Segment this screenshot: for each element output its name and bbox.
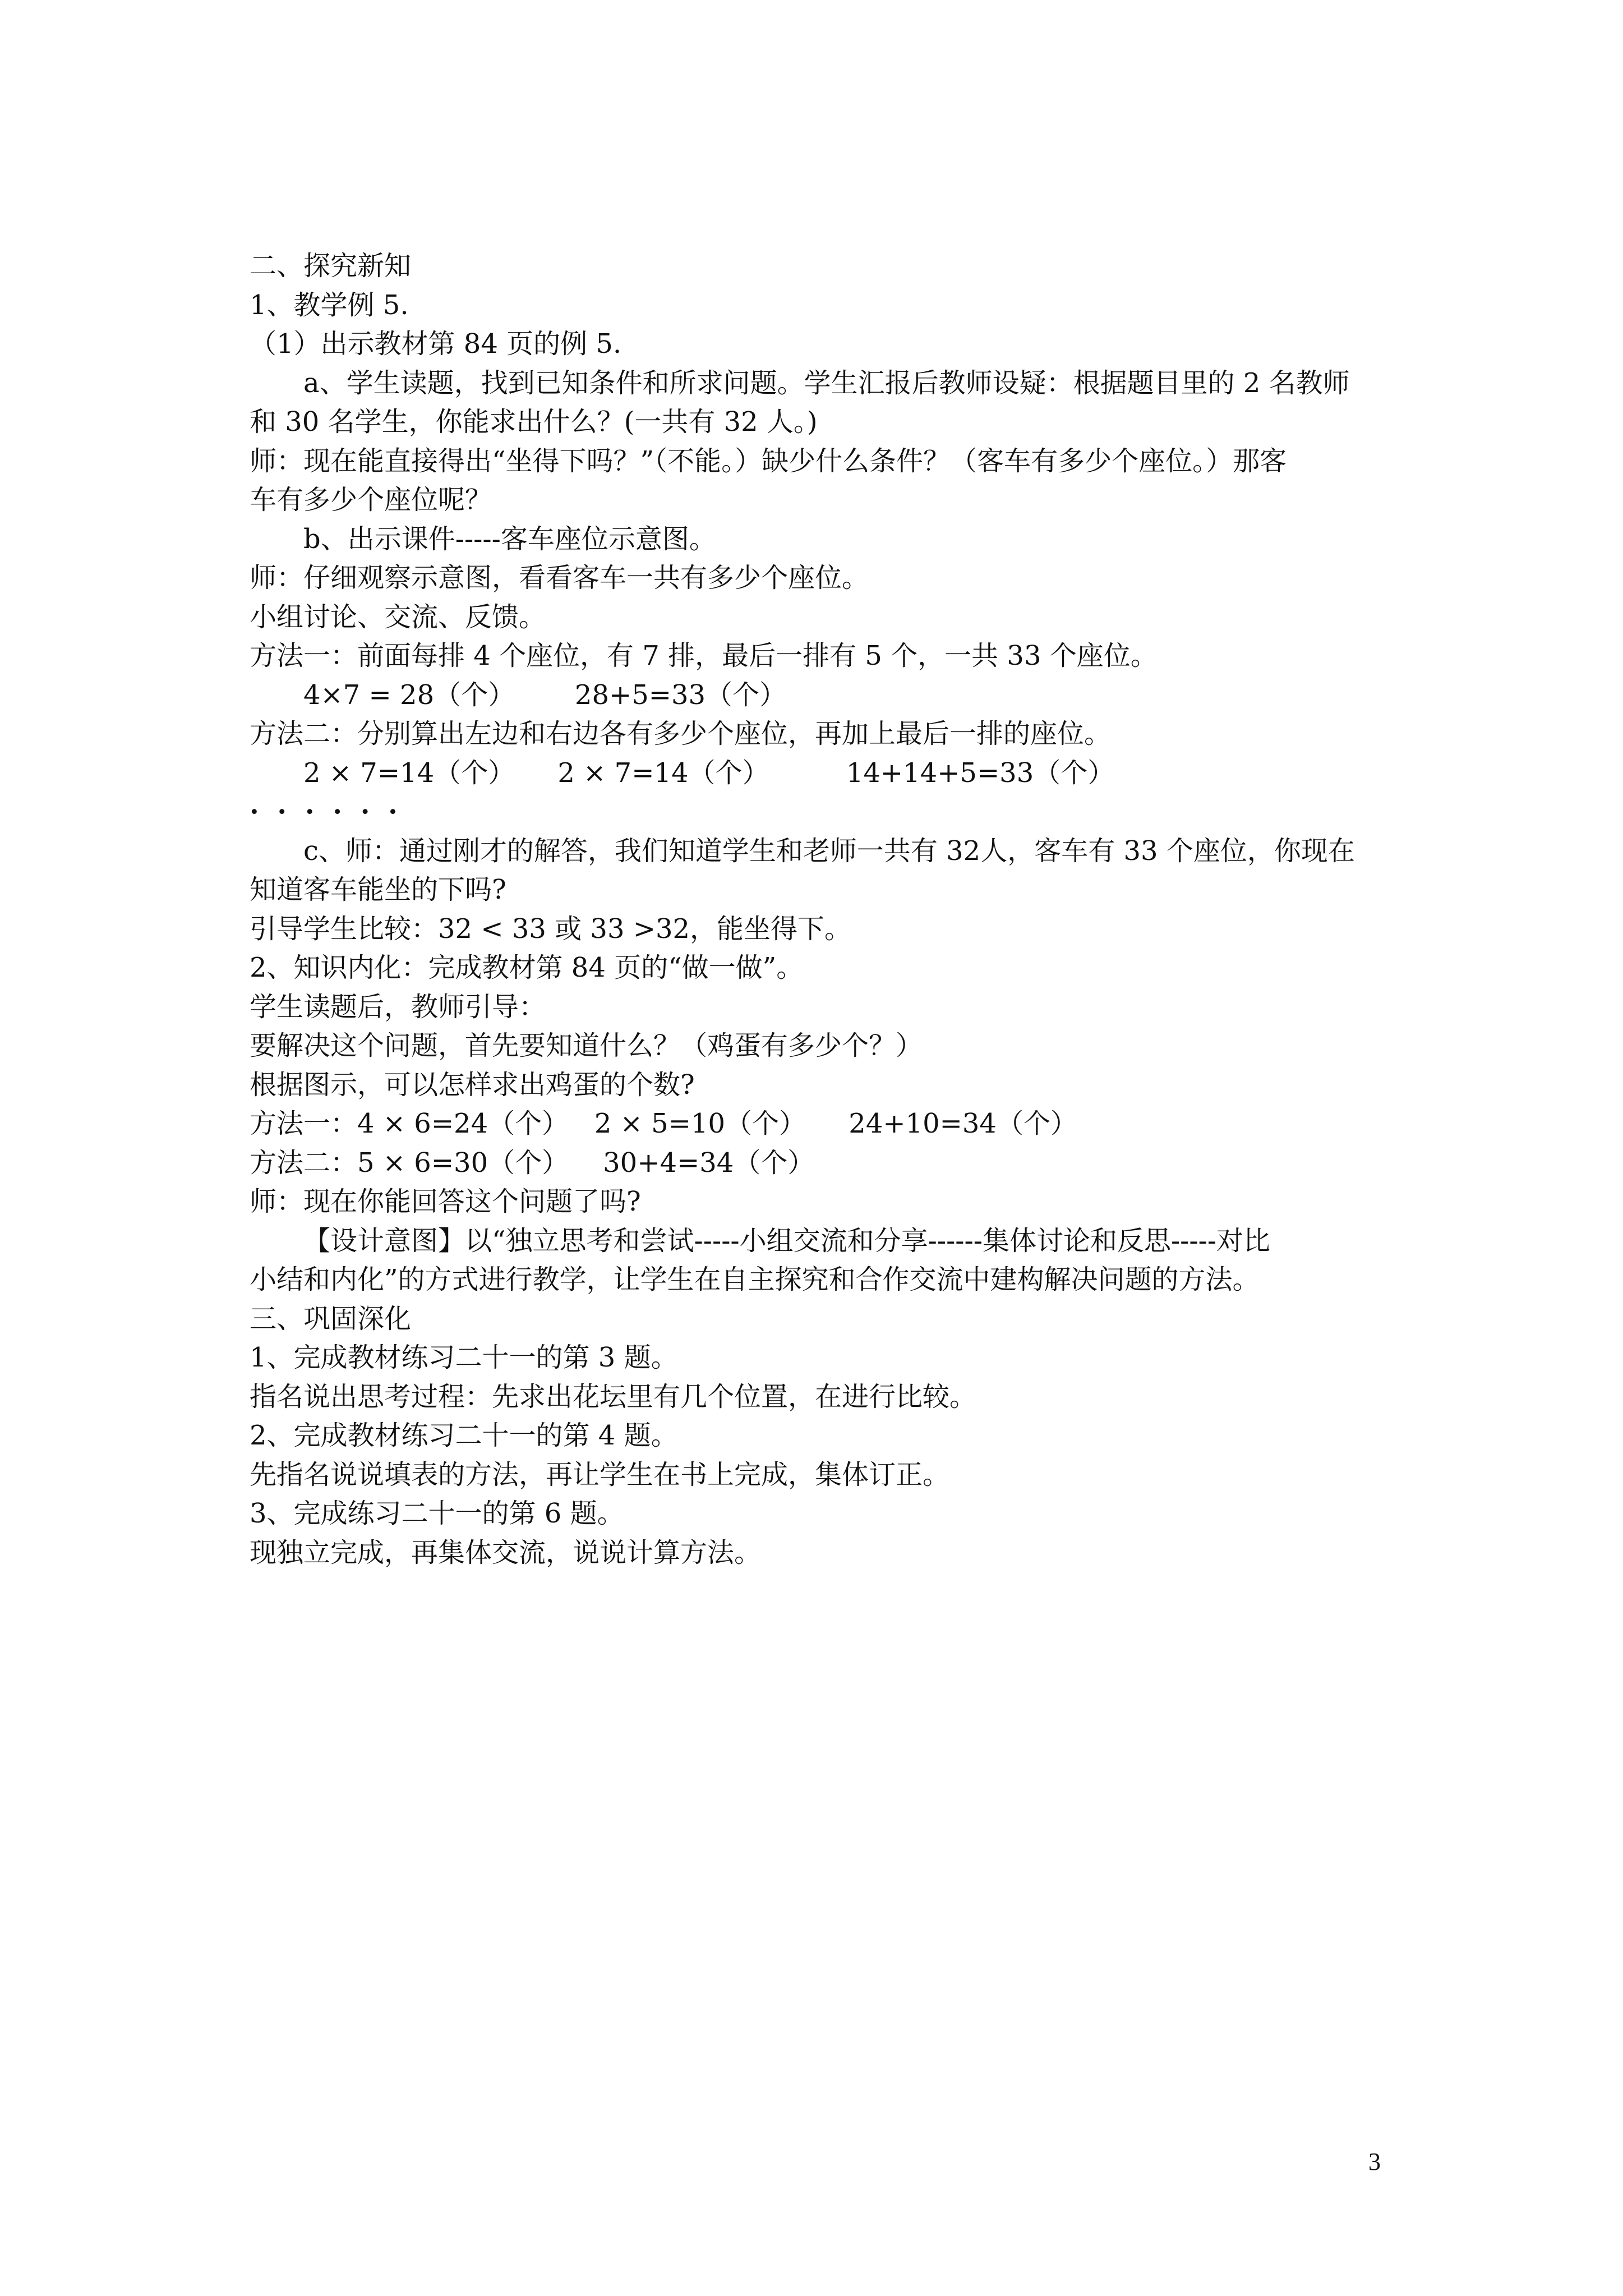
comparison-guide: 引导学生比较：32 < 33 或 33 >32，能坐得下。 [250, 913, 852, 945]
seat-method-2: 方法二：分别算出左边和右边各有多少个座位，再加上最后一排的座位。 [250, 718, 1112, 749]
teacher-question-line-1: 师：现在能直接得出“坐得下吗？”（不能。）缺少什么条件？（客车有多少个座位。）那客 [250, 445, 1287, 477]
teacher-observe: 师：仔细观察示意图，看看客车一共有多少个座位。 [250, 562, 869, 593]
exercise-1-note: 指名说出思考过程：先求出花坛里有几个位置，在进行比较。 [250, 1381, 977, 1412]
design-intent-line-1: 【设计意图】以“独立思考和尝试-----小组交流和分享------集体讨论和反思-----对比 [303, 1225, 1271, 1257]
exercise-3-note: 现独立完成，再集体交流，说说计算方法。 [250, 1536, 762, 1568]
diagram-question: 根据图示，可以怎样求出鸡蛋的个数? [250, 1069, 695, 1101]
design-intent-line-2: 小结和内化”的方式进行教学，让学生在自主探究和合作交流中建构解决问题的方法。 [250, 1264, 1260, 1295]
paragraph-c-line-1: c、师：通过刚才的解答，我们知道学生和老师一共有 32人，客车有 33 个座位，你现在 [303, 835, 1355, 867]
exercise-2: 2、完成教材练习二十一的第 4 题。 [250, 1420, 678, 1451]
after-reading-guide: 学生读题后，教师引导： [250, 991, 546, 1023]
item-teach-example: 1、教学例 5. [250, 289, 409, 321]
section-heading-consolidate: 三、巩固深化 [250, 1303, 412, 1335]
document-body [250, 247, 1394, 1572]
exercise-2-note: 先指名说说填表的方法，再让学生在书上完成，集体订正。 [250, 1458, 950, 1490]
need-to-know-question: 要解决这个问题，首先要知道什么？（鸡蛋有多少个？） [250, 1030, 923, 1061]
item-knowledge-internalize: 2、知识内化：完成教材第 84 页的“做一做”。 [250, 952, 804, 983]
step-show-example: （1）出示教材第 84 页的例 5. [250, 328, 622, 360]
exercise-3: 3、完成练习二十一的第 6 题。 [250, 1498, 624, 1529]
paragraph-a-line-1: a、学生读题，找到已知条件和所求问题。学生汇报后教师设疑：根据题目里的 2 名教师 [303, 367, 1350, 399]
paragraph-a-line-2: 和 30 名学生，你能求出什么？(一共有 32 人。) [250, 406, 818, 438]
seat-method-1: 方法一：前面每排 4 个座位，有 7 排，最后一排有 5 个，一共 33 个座位。 [250, 640, 1158, 671]
teacher-question-line-2: 车有多少个座位呢？ [250, 484, 492, 516]
exercise-1: 1、完成教材练习二十一的第 3 题。 [250, 1342, 678, 1373]
paragraph-c-line-2: 知道客车能坐的下吗? [250, 874, 506, 905]
group-discussion: 小组讨论、交流、反馈。 [250, 601, 546, 633]
seat-method-2-calculation: 2 × 7=14（个） 2 × 7=14（个） 14+14+5=33（个） [303, 757, 1115, 789]
egg-method-1: 方法一：4 × 6=24（个） 2 × 5=10（个） 24+10=34（个） [250, 1108, 1077, 1139]
seat-method-1-calculation: 4×7 = 28（个） 28+5=33（个） [303, 679, 787, 711]
page-number: 3 [1368, 2148, 1381, 2175]
teacher-answer-question: 师：现在你能回答这个问题了吗? [250, 1186, 641, 1217]
ellipsis-dots: · · · · · · [250, 796, 402, 827]
section-heading-explore: 二、探究新知 [250, 250, 412, 282]
egg-method-2: 方法二：5 × 6=30（个） 30+4=34（个） [250, 1147, 815, 1179]
paragraph-b: b、出示课件-----客车座位示意图。 [303, 523, 716, 555]
